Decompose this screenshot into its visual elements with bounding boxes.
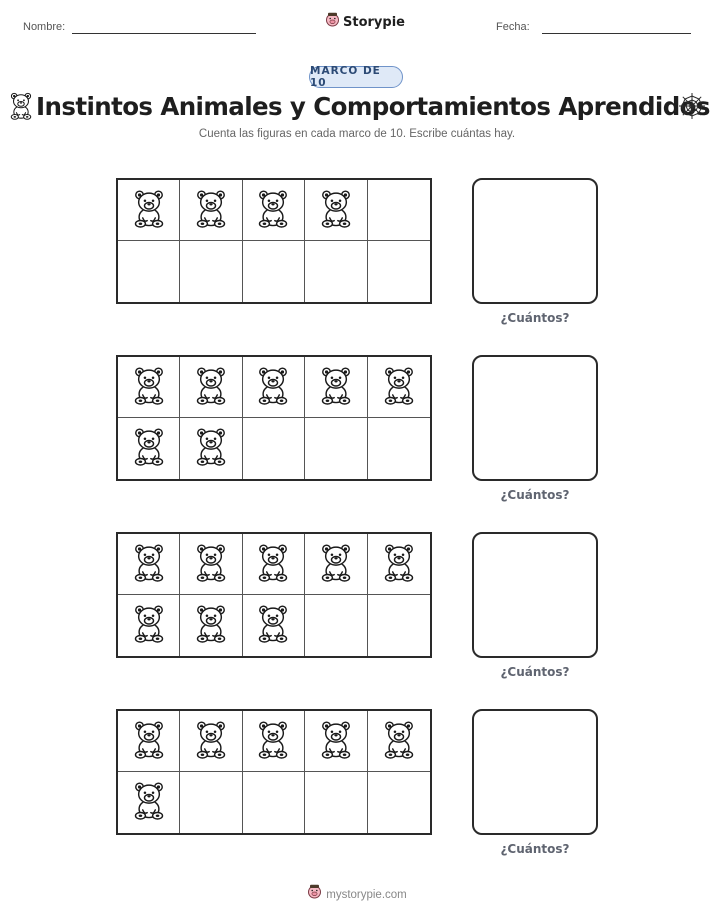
frame-cell — [118, 534, 180, 595]
footer-url: mystorypie.com — [326, 888, 407, 901]
bear-icon — [131, 188, 167, 233]
frame-cell — [180, 534, 242, 595]
frame-cell — [368, 180, 430, 241]
date-field[interactable] — [542, 33, 691, 34]
ten-frame — [116, 532, 432, 658]
answer-label: ¿Cuántos? — [500, 311, 570, 325]
frame-cell — [243, 772, 305, 833]
frame-cell — [305, 241, 367, 302]
name-label: Nombre: — [23, 21, 66, 33]
brand-name: Storypie — [343, 15, 405, 30]
answer-label: ¿Cuántos? — [500, 665, 570, 679]
frame-cell — [118, 772, 180, 833]
frame-cell — [305, 595, 367, 656]
frame-cell — [180, 180, 242, 241]
page-title: Instintos Animales y Comportamientos Aprendidos — [36, 92, 710, 121]
frame-cell — [305, 711, 367, 772]
bear-icon — [193, 188, 229, 233]
answer-box[interactable] — [472, 709, 598, 835]
spider-web-icon — [678, 92, 706, 125]
bear-icon — [255, 365, 291, 410]
frame-cell — [243, 711, 305, 772]
brand-logo — [325, 12, 405, 33]
pig-mascot-icon — [307, 884, 322, 905]
frame-cell — [243, 595, 305, 656]
answer-label: ¿Cuántos? — [500, 488, 570, 502]
name-field[interactable] — [72, 33, 256, 34]
bear-icon — [318, 365, 354, 410]
bear-icon — [255, 542, 291, 587]
footer — [0, 884, 714, 905]
bear-icon — [381, 719, 417, 764]
bear-icon — [318, 719, 354, 764]
frame-cell — [243, 241, 305, 302]
frame-cell — [180, 241, 242, 302]
frame-cell — [180, 418, 242, 479]
frame-cell — [180, 772, 242, 833]
bear-icon — [193, 542, 229, 587]
bear-icon — [381, 542, 417, 587]
frame-cell — [305, 418, 367, 479]
frame-cell — [118, 418, 180, 479]
answer-box[interactable] — [472, 178, 598, 304]
frame-cell — [243, 534, 305, 595]
ten-frame — [116, 709, 432, 835]
bear-icon — [131, 719, 167, 764]
pig-mascot-icon — [325, 12, 340, 33]
bear-icon — [318, 542, 354, 587]
bear-icon — [193, 365, 229, 410]
bear-icon — [131, 603, 167, 648]
frame-cell — [368, 241, 430, 302]
bear-icon — [255, 188, 291, 233]
ten-frame — [116, 355, 432, 481]
bear-icon — [8, 91, 34, 125]
worksheet-type-badge: MARCO DE 10 — [309, 66, 403, 88]
frame-cell — [180, 357, 242, 418]
frame-cell — [180, 595, 242, 656]
bear-icon — [318, 188, 354, 233]
answer-label: ¿Cuántos? — [500, 842, 570, 856]
frame-cell — [305, 534, 367, 595]
bear-icon — [193, 426, 229, 471]
frame-cell — [368, 595, 430, 656]
frame-cell — [180, 711, 242, 772]
frame-cell — [368, 357, 430, 418]
frame-cell — [243, 180, 305, 241]
bear-icon — [255, 603, 291, 648]
ten-frame — [116, 178, 432, 304]
bear-icon — [381, 365, 417, 410]
frame-cell — [305, 357, 367, 418]
frame-cell — [368, 534, 430, 595]
bear-icon — [193, 603, 229, 648]
frame-cell — [118, 241, 180, 302]
bear-icon — [131, 426, 167, 471]
bear-icon — [193, 719, 229, 764]
frame-cell — [243, 418, 305, 479]
bear-icon — [255, 719, 291, 764]
frame-cell — [243, 357, 305, 418]
frame-cell — [305, 180, 367, 241]
frame-cell — [118, 595, 180, 656]
bear-icon — [131, 542, 167, 587]
frame-cell — [118, 180, 180, 241]
frame-cell — [368, 772, 430, 833]
frame-cell — [368, 418, 430, 479]
bear-icon — [131, 365, 167, 410]
frame-cell — [305, 772, 367, 833]
date-label: Fecha: — [496, 21, 530, 33]
frame-cell — [118, 711, 180, 772]
bear-icon — [131, 780, 167, 825]
answer-box[interactable] — [472, 355, 598, 481]
instructions: Cuenta las figuras en cada marco de 10. Escribe cuántas hay. — [198, 128, 516, 140]
frame-cell — [118, 357, 180, 418]
answer-box[interactable] — [472, 532, 598, 658]
frame-cell — [368, 711, 430, 772]
